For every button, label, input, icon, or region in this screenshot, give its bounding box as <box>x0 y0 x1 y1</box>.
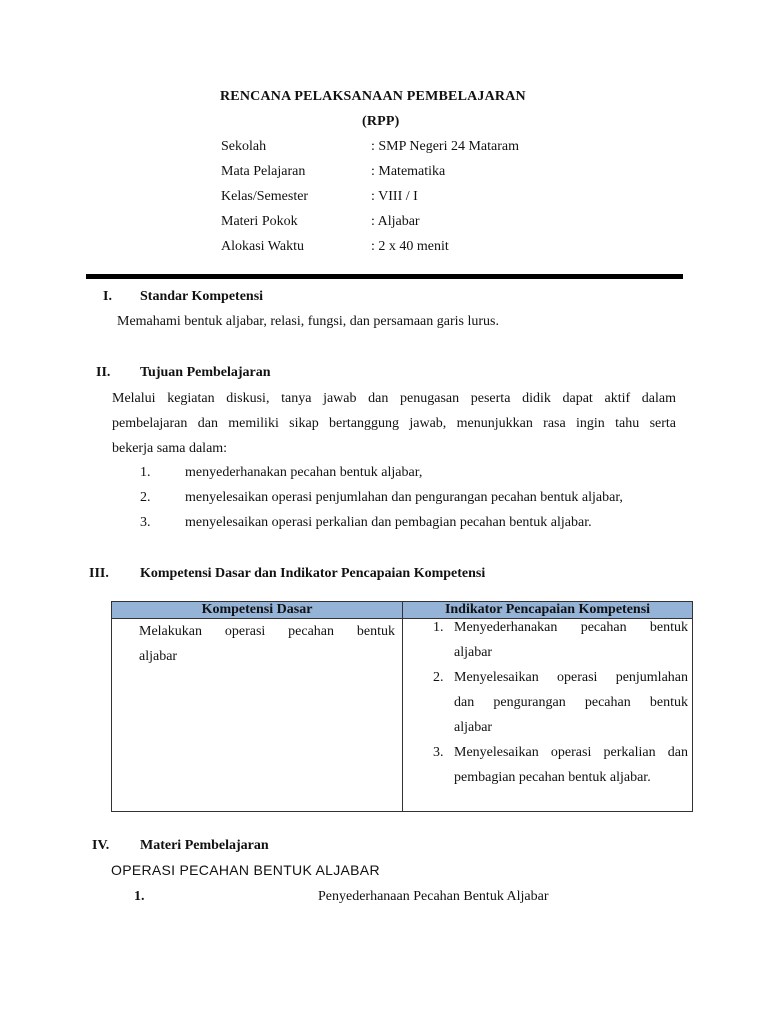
section-4-number: IV. <box>92 838 110 853</box>
section-4-title: Materi Pembelajaran <box>140 838 269 853</box>
header-divider <box>86 274 683 279</box>
paragraph-line: Melalui kegiatan diskusi, tanya jawab dan penugasan peserta didik dapat aktif dalam <box>112 391 676 406</box>
document-subtitle: (RPP) <box>362 114 400 129</box>
indicator-text-line: Menyelesaikan operasi penjumlahan <box>454 670 688 685</box>
table-header-kd: Kompetensi Dasar <box>112 602 403 619</box>
list-item-text: menyederhanakan pecahan bentuk aljabar, <box>185 465 423 480</box>
table-row <box>112 619 693 812</box>
field-label-sekolah: Sekolah <box>221 139 267 154</box>
indicator-text-line: pembagian pecahan bentuk aljabar. <box>454 770 651 785</box>
field-value-alokasi-waktu: : 2 x 40 menit <box>371 239 449 254</box>
document-title: RENCANA PELAKSANAAN PEMBELAJARAN <box>220 89 526 104</box>
section-4-item-text: Penyederhanaan Pecahan Bentuk Aljabar <box>318 889 549 904</box>
list-item-text: menyelesaikan operasi perkalian dan pembagian pecahan bentuk aljabar. <box>185 515 592 530</box>
field-value-sekolah: : SMP Negeri 24 Mataram <box>371 139 520 154</box>
indicator-cell <box>403 619 693 812</box>
indicator-text-line: aljabar <box>454 720 493 735</box>
indicator-text-line: aljabar <box>454 645 493 660</box>
section-3-number: III. <box>89 566 109 581</box>
field-label-kelas-semester: Kelas/Semester <box>221 189 309 204</box>
kd-text-line: aljabar <box>139 649 178 664</box>
section-1-title: Standar Kompetensi <box>140 289 264 304</box>
competency-table <box>111 601 693 812</box>
table-header-row <box>112 602 693 619</box>
indicator-text-line: dan pengurangan pecahan bentuk <box>454 695 688 710</box>
section-1-text: Memahami bentuk aljabar, relasi, fungsi, dan persamaan garis lurus. <box>117 314 499 329</box>
section-3-title: Kompetensi Dasar dan Indikator Pencapaian Kompetensi <box>140 566 486 581</box>
kd-text-line: Melakukan operasi pecahan bentuk <box>139 624 395 639</box>
field-value-mata-pelajaran: : Matematika <box>371 164 446 179</box>
section-4-item-number: 1. <box>134 889 145 904</box>
field-value-kelas-semester: : VIII / I <box>371 189 418 204</box>
list-item-text: menyelesaikan operasi penjumlahan dan pengurangan pecahan bentuk aljabar, <box>185 490 623 505</box>
list-item-number: 1. <box>140 465 151 480</box>
indicator-number: 2. <box>433 670 444 685</box>
list-item-number: 2. <box>140 490 151 505</box>
list-item-number: 3. <box>140 515 151 530</box>
indicator-number: 1. <box>433 620 444 635</box>
field-value-materi-pokok: : Aljabar <box>371 214 420 229</box>
indicator-text-line: Menyederhanakan pecahan bentuk <box>454 620 688 635</box>
section-1-number: I. <box>103 289 112 304</box>
section-2-number: II. <box>96 365 111 380</box>
section-2-title: Tujuan Pembelajaran <box>140 365 271 380</box>
paragraph-line: bekerja sama dalam: <box>112 441 228 456</box>
field-label-alokasi-waktu: Alokasi Waktu <box>221 239 304 254</box>
kd-cell <box>112 619 403 812</box>
paragraph-line: pembelajaran dan memiliki sikap bertanggung jawab, menunjukkan rasa ingin tahu serta <box>112 416 676 431</box>
section-4-subheading: OPERASI PECAHAN BENTUK ALJABAR <box>111 862 380 878</box>
field-label-mata-pelajaran: Mata Pelajaran <box>221 164 306 179</box>
field-label-materi-pokok: Materi Pokok <box>221 214 298 229</box>
table-header-indicator: Indikator Pencapaian Kompetensi <box>403 602 693 619</box>
indicator-text-line: Menyelesaikan operasi perkalian dan <box>454 745 688 760</box>
section-2-paragraph <box>112 386 676 461</box>
indicator-number: 3. <box>433 745 444 760</box>
